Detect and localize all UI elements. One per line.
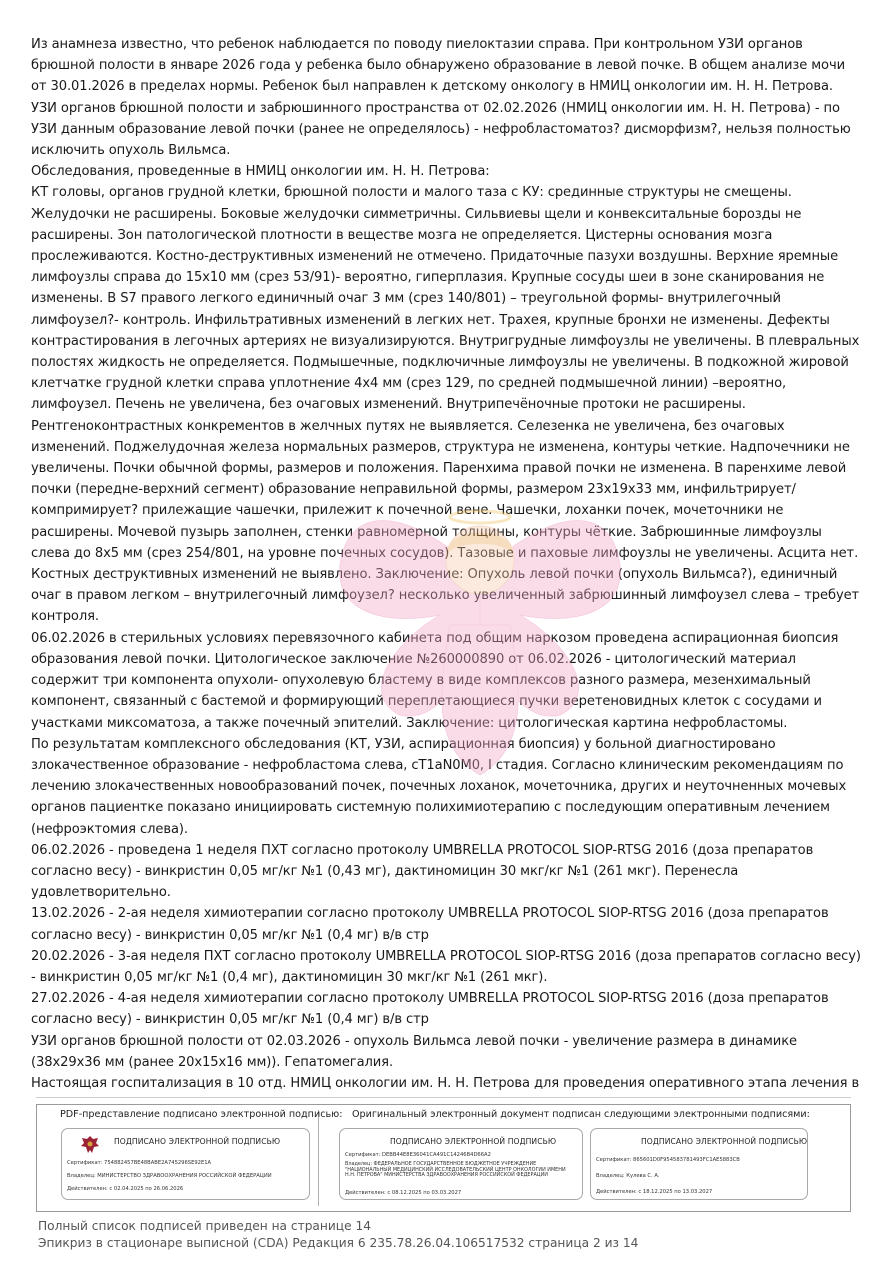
stamp-certificate: Сертификат: 754882457BE48BABE2A745296SE92E1A [67,1160,212,1166]
stamp-owner: Владелец: МИНИСТЕРСТВО ЗДРАВООХРАНЕНИЯ РОССИЙСКОЙ ФЕДЕРАЦИИ [67,1173,272,1179]
paragraph-biopsy: 06.02.2026 в стерильных условиях перевязочного кабинета под общим наркозом проведена аспирационная биопсия образования левой почки. Цитологическое заключение №260000890 от 06.02.2026 - цитологический материал содержит три компонента опухоли- опухолевую бластему в виде комплексов разного размера, мезенхимальный компонент, связанный с бастемой и формирующий переплетающиеся пучки веретеновидных клеток с сосудами и участками миксоматоза, а также почечный эпителий. Заключение: цитологическая картина нефробластомы. [31,630,839,731]
paragraph-hospitalization: Настоящая госпитализация в 10 отд. НМИЦ онкологии им. Н. Н. Петрова для проведения оперативного этапа лечения в [31,1075,860,1091]
paragraph-exams-heading: Обследования, проведенные в НМИЦ онкологии им. Н. Н. Петрова: [31,164,490,180]
stamp-certificate: Сертификат: 865601D0F954583781493FC1AE5883CB [596,1157,740,1163]
signature-stamp-ministry [61,1128,310,1200]
signature-stamp-physician [590,1128,808,1200]
stamp-validity: Действителен: с 18.12.2025 по 13.03.2027 [596,1189,713,1195]
stamp-title: ПОДПИСАНО ЭЛЕКТРОННОЙ ПОДПИСЬЮ [114,1137,281,1146]
signature-separator [36,1097,851,1098]
paragraph-ct: КТ головы, органов грудной клетки, брюшной полости и малого таза с КУ: срединные структуры не смещены. Желудочки не расширены. Боковые желудочки симметричны. Сильвиевы щели и конвекситальные борозды не расширены. Зон патологической плотности в веществе мозга не определяется. Цистерны основания мозга прослеживаются. Костно-деструктивных изменений не отмечено. Придаточные пазухи воздушны. Верхние яремные лимфоузлы справа до 15х10 мм (срез 53/91)- вероятно, гиперплазия. Крупные сосуды шеи в зоне сканирования не изменены. В S7 правого легкого единичный очаг 3 мм (срез 140/801) – треугольной формы- внутрилегочный лимфоузел?- контроль. Инфильтративных изменений в легких нет. Трахея, крупные бронхи не изменены. Дефекты контрастирования в легочных артериях не визуализируются. Внутригрудные лимфоузлы не увеличены. В плевральных полостях жидкость не определяется. Подмышечные, подключичные лимфоузлы не увеличены. В подкожной жировой клетчатке грудной клетки справа уплотнение 4х4 мм (срез 129, по средней подмышечной линии) –вероятно, лимфоузел. Печень не увеличена, без очаговых изменений. Внутрипечёночные протоки не расширены. Рентгеноконтрастных конкрементов в желчных путях не выявляется. Селезенка не увеличена, без очаговых изменений. Поджелудочная железа нормальных размеров, структура не изменена, контуры четкие. Надпочечники не увеличены. Почки обычной формы, размеров и положения. Паренхима правой почки не изменена. В паренхиме левой почки (передне-верхний сегмент) образование неправильной формы, размером 23х19х33 мм, инфильтрирует/компримирует? прилежащие чашечки, прилежит к почечной вене. Чашечки, лоханки почек, мочеточники не расширены. Мочевой пузырь заполнен, стенки равномерной толщины, контуры чёткие. Забрюшинные лимфоузлы слева до 8х5 мм (срез 254/801, на уровне почечных сосудов). Тазовые и паховые лимфоузлы не увеличены. Асцита нет. Костных деструктивных изменений не выявлено. Заключение: Опухоль левой почки (опухоль Вильмса?), единичный очаг в правом легком – внутрилегочный лимфоузел? несколько увеличенный забрюшинный лимфоузел слева – требует контроля. [31,185,860,625]
stamp-title: ПОДПИСАНО ЭЛЕКТРОННОЙ ПОДПИСЬЮ [390,1137,557,1146]
pdf-signature-heading: PDF-представление подписано электронной подписью: [60,1109,343,1120]
signatures-note: Полный список подписей приведен на странице 14 [38,1219,371,1233]
paragraph-ultrasound-1: УЗИ органов брюшной полости и забрюшинного пространства от 02.02.2026 (НМИЦ онкологии им. Н. Н. Петрова) - по УЗИ данным образование левой почки (ранее не определялось) - нефробластоматоз? дисморфизм?, нельзя полностью исключить опухоль Вильмса. [31,100,851,159]
stamp-owner: Владелец: ФЕДЕРАЛЬНОЕ ГОСУДАРСТВЕННОЕ БЮДЖЕТНОЕ УЧРЕЖДЕНИЕ "НАЦИОНАЛЬНЫЙ МЕДИЦИНСКИЙ ИССЛЕДОВАТЕЛЬСКИЙ ЦЕНТР ОНКОЛОГИИ ИМЕНИ Н.Н. ПЕТРОВА" МИНИСТЕРСТВА ЗДРАВООХРАНЕНИЯ РОССИЙСКОЙ ФЕДЕРАЦИИ [345,1161,566,1179]
signature-divider [318,1110,319,1206]
paragraph-anamnesis: Из анамнеза известно, что ребенок наблюдается по поводу пиелоктазии справа. При контрольном УЗИ органов брюшной полости в январе 2026 года у ребенка было обнаружено образование в левой почке. В общем анализе мочи от 30.01.2026 в пределах нормы. Ребенок был направлен к детскому онкологу в НМИЦ онкологии им. Н. Н. Петрова. [31,37,846,95]
paragraph-chemo-week-1: 06.02.2026 - проведена 1 неделя ПХТ согласно протоколу UMBRELLA PROTOCOL SIOP-RTSG 2016 (доза препаратов согласно весу) - винкристин 0,05 мг/кг №1 (0,43 мг), дактиномицин 30 мкг/кг №1 (261 мкг). Перенесла удовлетворительно. [31,842,814,901]
document-info: Эпикриз в стационаре выписной (CDA) Редакция 6 235.78.26.04.106517532 страница 2 из 14 [38,1236,639,1250]
coat-of-arms-icon [79,1134,101,1156]
stamp-validity: Действителен: с 08.12.2025 по 03.03.2027 [345,1190,462,1196]
paragraph-ultrasound-2: УЗИ органов брюшной полости от 02.03.2026 - опухоль Вильмса левой почки - увеличение размера в динамике (38х29х36 мм (ранее 20х15х16 мм)). Гепатомегалия. [31,1033,797,1070]
stamp-validity: Действителен: с 02.04.2025 по 26.06.2026 [67,1186,184,1192]
paragraph-chemo-week-4: 27.02.2026 - 4-ая неделя химиотерапии согласно протоколу UMBRELLA PROTOCOL SIOP-RTSG 2016 (доза препаратов согласно весу) - винкристин 0,05 мг/кг №1 (0,4 мг) в/в стр [31,991,829,1028]
paragraph-chemo-week-3: 20.02.2026 - 3-ая неделя ПХТ согласно протоколу UMBRELLA PROTOCOL SIOP-RTSG 2016 (доза препаратов согласно весу) - винкристин 0,05 мг/кг №1 (0,4 мг), дактиномицин 30 мкг/кг №1 (261 мкг). [31,948,861,985]
stamp-title: ПОДПИСАНО ЭЛЕКТРОННОЙ ПОДПИСЬЮ [641,1137,808,1146]
stamp-certificate: Сертификат: DEBB44E8E36041CA491C14246B4D66A2 [345,1152,491,1158]
paragraph-diagnosis: По результатам комплексного обследования (КТ, УЗИ, аспирационная биопсия) у больной диагностировано злокачественное образование - нефробластома слева, cT1aN0M0, I стадия. Согласно клиническим рекомендациям по лечению злокачественных новообразований почек, почечных лоханок, мочеточника, других и неуточненных мочевых органов пациентке показано инициировать системную полихимиотерапию с последующим оперативным лечением (нефроэктомия слева). [31,736,847,837]
paragraph-chemo-week-2: 13.02.2026 - 2-ая неделя химиотерапии согласно протоколу UMBRELLA PROTOCOL SIOP-RTSG 2016 (доза препаратов согласно весу) - винкристин 0,05 мг/кг №1 (0,4 мг) в/в стр [31,906,829,943]
document-body [31,34,861,1094]
original-signature-heading: Оригинальный электронный документ подписан следующими электронными подписями: [352,1109,810,1120]
signature-stamp-institution [339,1128,583,1200]
stamp-owner: Владелец: Кулева С. А. [596,1173,660,1179]
